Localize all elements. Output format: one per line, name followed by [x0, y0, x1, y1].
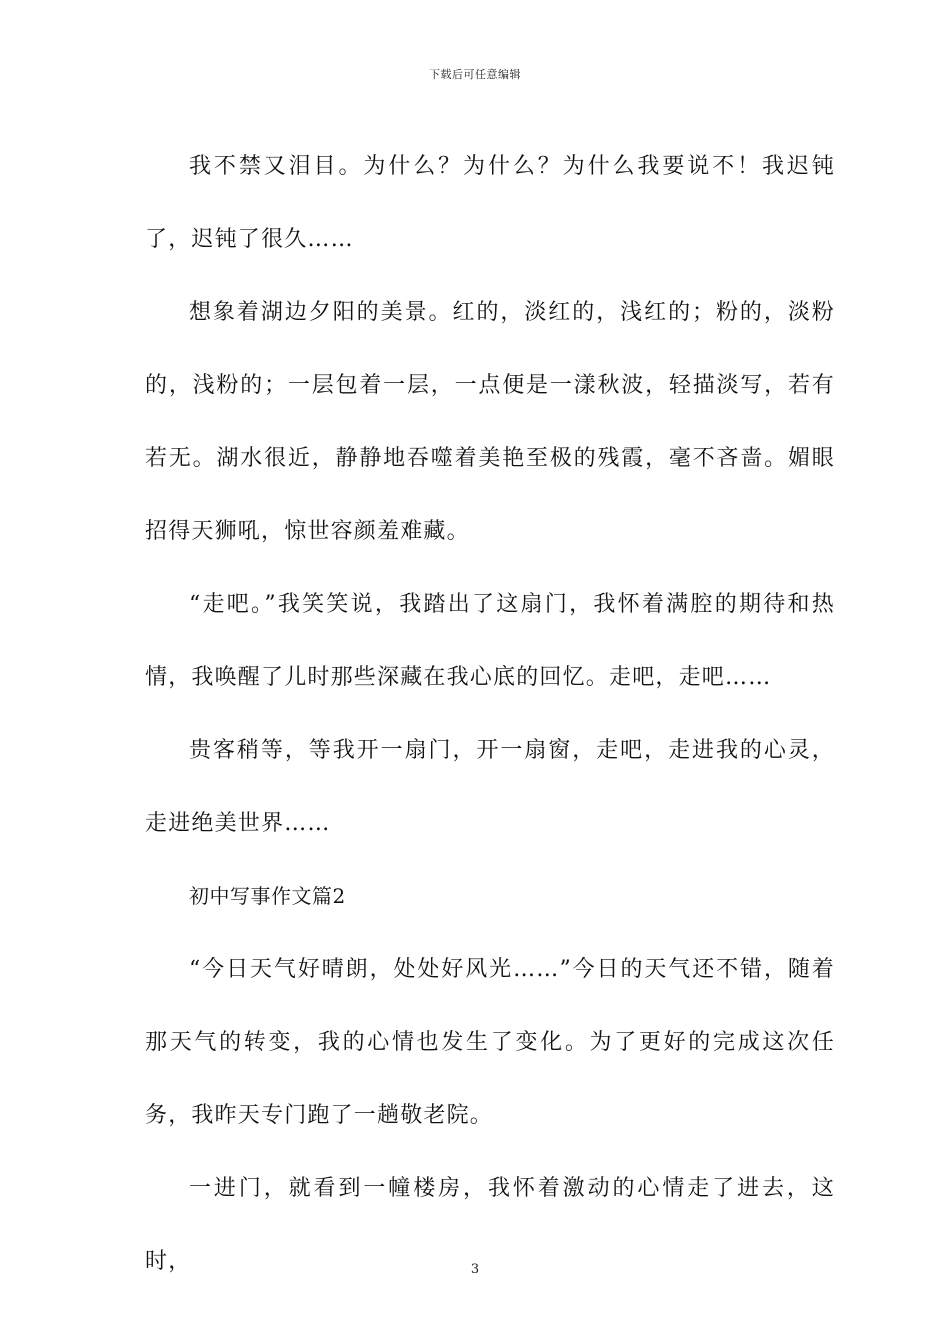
paragraph: 贵客稍等，等我开一扇门，开一扇窗，走吧，走进我的心灵，走进绝美世界……: [145, 738, 835, 836]
paragraph: 我不禁又泪目。为什么？为什么？为什么我要说不！我迟钝了，迟钝了很久……: [145, 154, 835, 252]
page-header: 下载后可任意编辑: [429, 68, 521, 81]
document-body: [145, 130, 835, 1298]
section-heading: 初中写事作文篇2: [189, 884, 346, 908]
paragraph: 一进门，就看到一幢楼房，我怀着激动的心情走了进去，这时，: [145, 1176, 835, 1274]
paragraph: “走吧。”我笑笑说，我踏出了这扇门，我怀着满腔的期待和热情，我唤醒了儿时那些深藏在我心底的回忆。走吧，走吧……: [145, 592, 835, 690]
paragraph: “今日天气好晴朗，处处好风光……”今日的天气还不错，随着那天气的转变，我的心情也发生了变化。为了更好的完成这次任务，我昨天专门跑了一趟敬老院。: [145, 957, 835, 1128]
paragraph: 想象着湖边夕阳的美景。红的，淡红的，浅红的；粉的，淡粉的，浅粉的；一层包着一层，一点便是一漾秋波，轻描淡写，若有若无。湖水很近，静静地吞噬着美艳至极的残霞，毫不吝啬。媚眼招得天狮吼，惊世容颜羞难藏。: [145, 300, 835, 544]
page-number: 3: [470, 1262, 480, 1277]
